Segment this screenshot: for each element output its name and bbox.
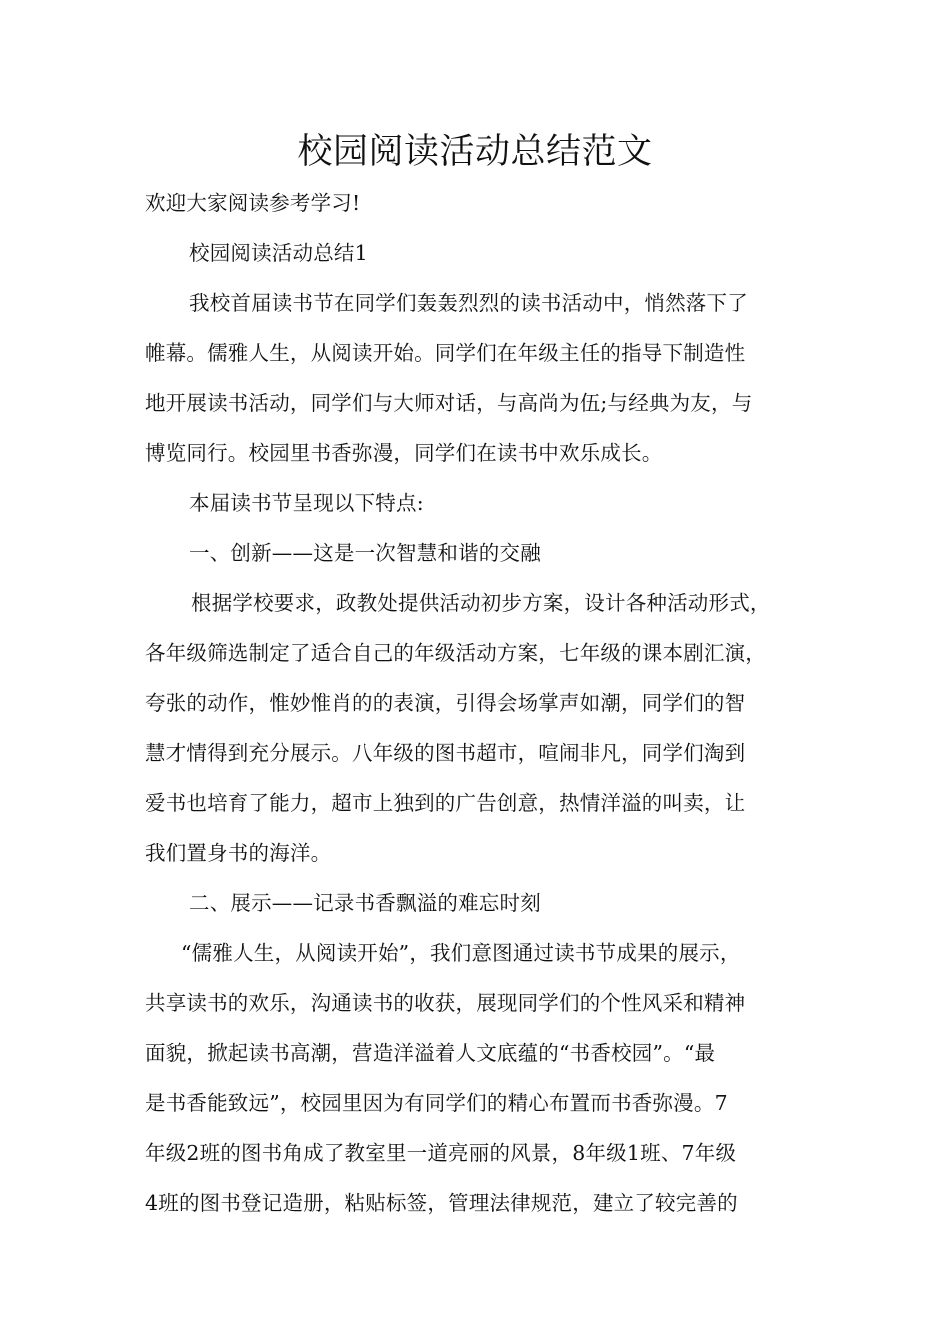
paragraph-line: 面貌，掀起读书高潮，营造洋溢着人文底蕴的“书香校园”。“最 xyxy=(145,1041,716,1065)
paragraph-line: 4班的图书登记造册，粘贴标签，管理法律规范，建立了较完善的 xyxy=(145,1191,738,1215)
section-title: 校园阅读活动总结1 xyxy=(189,241,368,265)
paragraph-line: 根据学校要求，政教处提供活动初步方案，设计各种活动形式， xyxy=(191,591,771,615)
paragraph-line: 共享读书的欢乐，沟通读书的收获，展现同学们的个性风采和精神 xyxy=(145,991,746,1015)
document-title: 校园阅读活动总结范文 xyxy=(297,132,653,172)
paragraph-line: 夸张的动作，惟妙惟肖的的表演，引得会场掌声如潮，同学们的智 xyxy=(145,691,746,715)
paragraph-line: 博览同行。校园里书香弥漫，同学们在读书中欢乐成长。 xyxy=(145,441,663,465)
paragraph-line: 我校首届读书节在同学们轰轰烈烈的读书活动中，悄然落下了 xyxy=(189,291,748,315)
paragraph-line: 本届读书节呈现以下特点: xyxy=(189,491,424,515)
paragraph-line: 各年级筛选制定了适合自己的年级活动方案，七年级的课本剧汇演， xyxy=(145,641,766,665)
document-body xyxy=(145,178,810,1228)
paragraph-line: 地开展读书活动，同学们与大师对话，与高尚为伍;与经典为友，与 xyxy=(145,391,753,415)
paragraph-line: 年级2班的图书角成了教室里一道亮丽的风景，8年级1班、7年级 xyxy=(145,1141,737,1165)
greeting-line: 欢迎大家阅读参考学习! xyxy=(145,191,361,215)
paragraph-line: 帷幕。儒雅人生，从阅读开始。同学们在年级主任的指导下制造性 xyxy=(145,341,746,365)
paragraph-line: 慧才情得到充分展示。八年级的图书超市，喧闹非凡，同学们淘到 xyxy=(145,741,746,765)
paragraph-line: 爱书也培育了能力，超市上独到的广告创意，热情洋溢的叫卖，让 xyxy=(145,791,746,815)
paragraph-line: “儒雅人生，从阅读开始”，我们意图通过读书节成果的展示， xyxy=(181,941,741,965)
heading-line: 二、展示——记录书香飘溢的难忘时刻 xyxy=(189,891,541,915)
heading-line: 一、创新——这是一次智慧和谐的交融 xyxy=(189,541,541,565)
paragraph-line: 是书香能致远”，校园里因为有同学们的精心布置而书香弥漫。7 xyxy=(145,1091,728,1115)
paragraph-line: 我们置身书的海洋。 xyxy=(145,841,332,865)
